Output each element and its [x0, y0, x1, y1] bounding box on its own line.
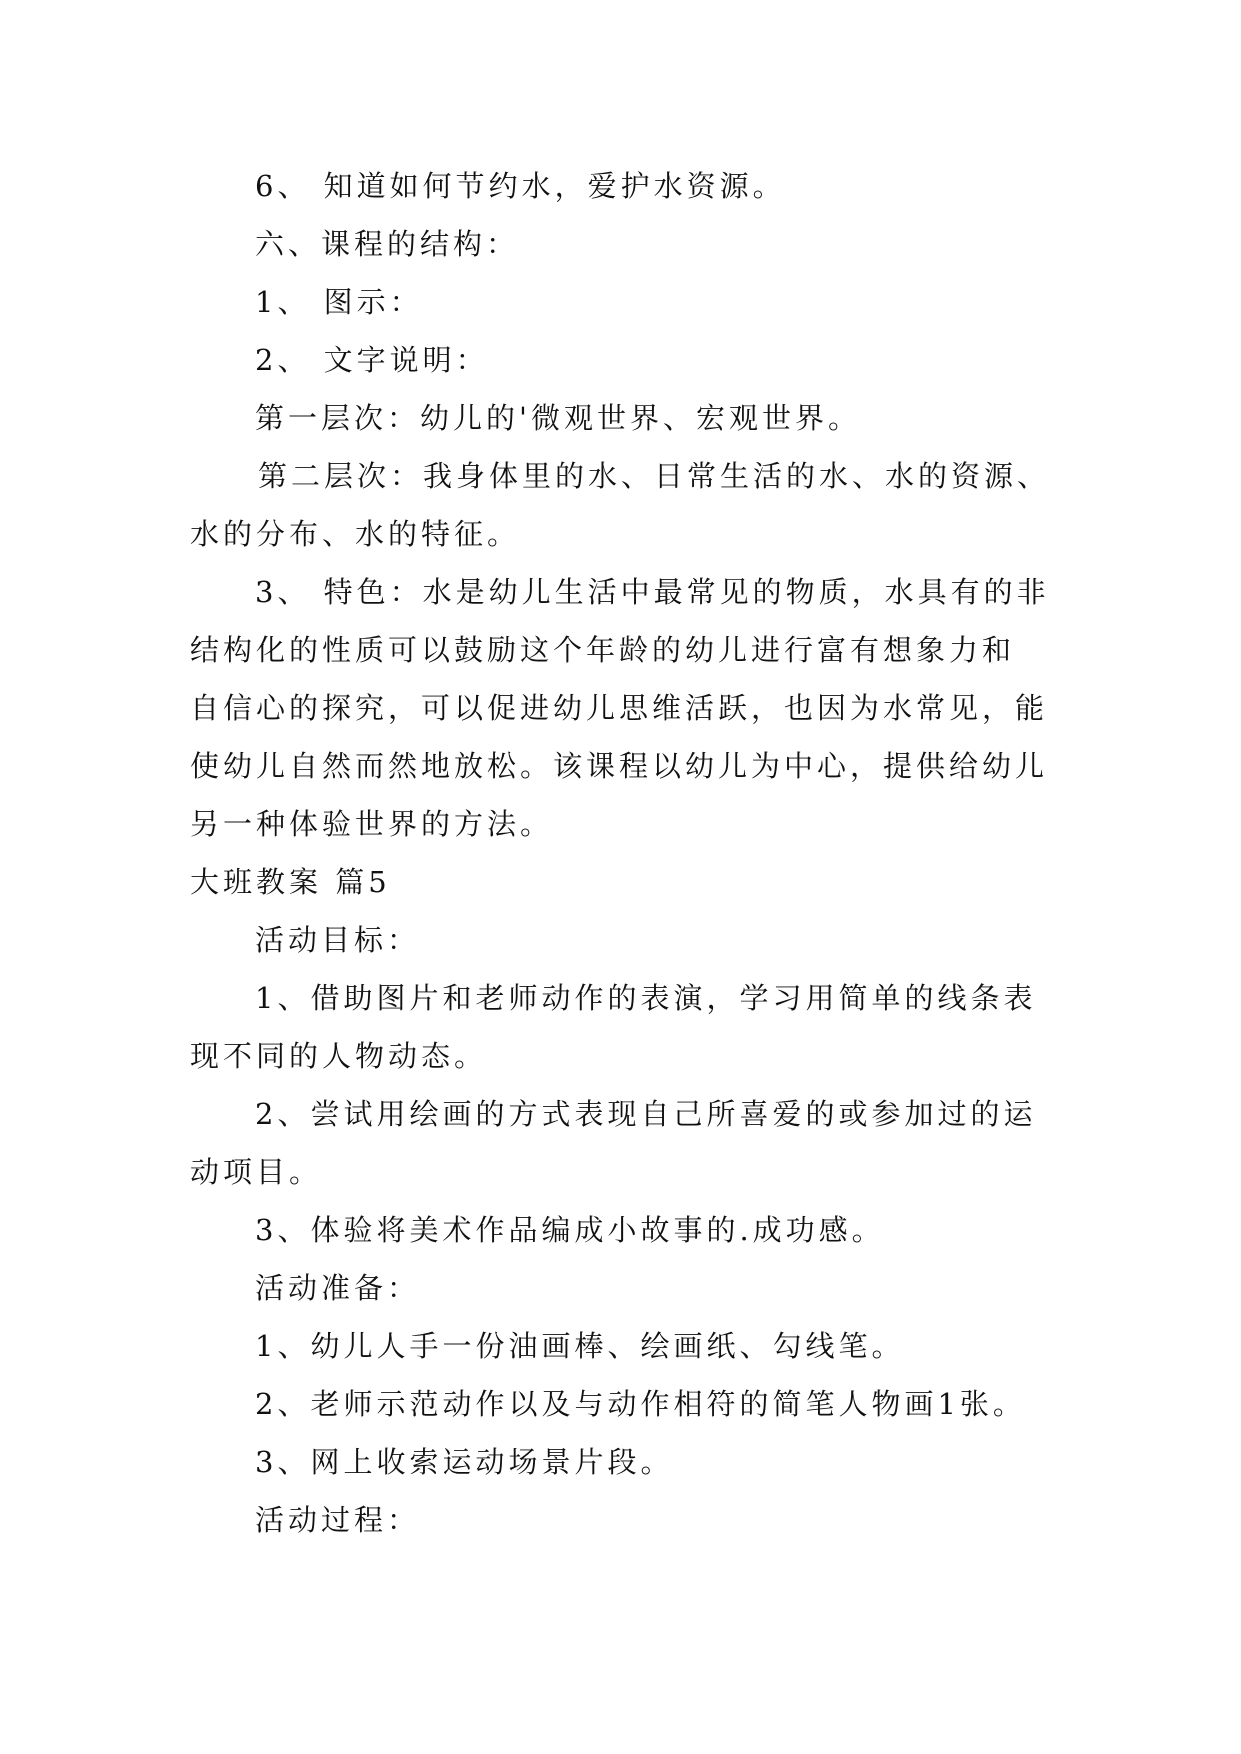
paragraph-line: 第一层次：幼儿的'微观世界、宏观世界。: [255, 401, 861, 435]
section-heading: 活动准备：: [255, 1271, 421, 1305]
section-heading: 活动目标：: [255, 923, 421, 957]
paragraph-line: 1、幼儿人手一份油画棒、绘画纸、勾线笔。: [255, 1329, 905, 1363]
paragraph-line: 现不同的人物动态。: [190, 1039, 488, 1073]
paragraph-line: 2、尝试用绘画的方式表现自己所喜爱的或参加过的运: [255, 1097, 1037, 1131]
paragraph-line: 3、网上收索运动场景片段。: [255, 1445, 674, 1479]
section-heading: 六、课程的结构：: [255, 227, 520, 261]
paragraph-line: 水的分布、水的特征。: [190, 517, 521, 551]
paragraph-line: 2、 文字说明：: [255, 343, 489, 377]
paragraph-line: 2、老师示范动作以及与动作相符的简笔人物画1张。: [255, 1387, 1026, 1421]
document-title: 大班教案 篇5: [190, 865, 391, 899]
paragraph-line: 动项目。: [190, 1155, 323, 1189]
paragraph-line: 3、体验将美术作品编成小故事的.成功感。: [255, 1213, 885, 1247]
paragraph-line: 1、 图示：: [255, 285, 423, 319]
paragraph-line: 第二层次：我身体里的水、日常生活的水、水的资源、: [258, 459, 1051, 493]
paragraph-line: 结构化的性质可以鼓励这个年龄的幼儿进行富有想象力和: [190, 633, 1016, 667]
paragraph-line: 1、借助图片和老师动作的表演，学习用简单的线条表: [255, 981, 1037, 1015]
paragraph-line: 3、 特色：水是幼儿生活中最常见的物质，水具有的非: [255, 575, 1050, 609]
paragraph-line: 6、 知道如何节约水，爱护水资源。: [255, 169, 786, 203]
paragraph-line: 使幼儿自然而然地放松。该课程以幼儿为中心，提供给幼儿: [190, 749, 1049, 783]
section-heading: 活动过程：: [255, 1503, 421, 1537]
paragraph-line: 自信心的探究，可以促进幼儿思维活跃，也因为水常见，能: [190, 691, 1049, 725]
paragraph-line: 另一种体验世界的方法。: [190, 807, 554, 841]
